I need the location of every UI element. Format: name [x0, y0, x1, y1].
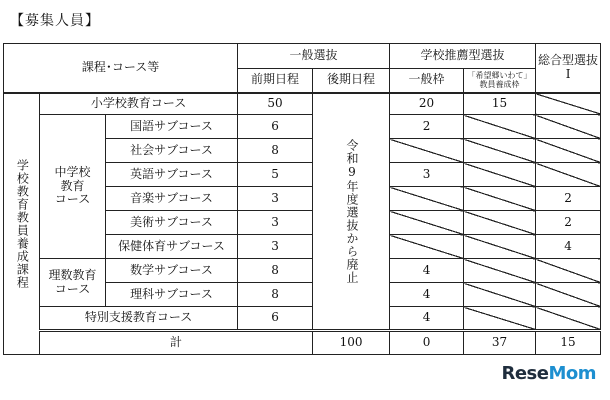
- cell-comp: 2: [536, 187, 601, 211]
- cell-early: 5: [238, 163, 313, 187]
- table-row: [4, 259, 601, 283]
- total-rec-hope: 15: [536, 331, 601, 355]
- cell-empty: [464, 235, 536, 259]
- middle-group: [40, 115, 106, 259]
- header-comprehensive-label: 総合型選抜Ⅰ: [538, 52, 599, 81]
- header-comprehensive: [536, 44, 601, 93]
- group-label-text: 学校教育教員養成課程: [15, 158, 30, 289]
- cell-empty: [536, 139, 601, 163]
- science-group-line1: 理数教育: [48, 267, 97, 282]
- cell-rec-general: 2: [390, 115, 464, 139]
- header-hope-quota-line1: 「希望郷いわて」: [467, 70, 532, 80]
- cell-early: 50: [238, 93, 313, 115]
- cell-empty: [390, 211, 464, 235]
- resemom-logo: [501, 363, 596, 384]
- cell-early: 6: [238, 307, 313, 331]
- course-science: 理科サブコース: [106, 283, 238, 307]
- table-row: [4, 307, 601, 331]
- middle-group-line2: 教育: [60, 178, 85, 193]
- total-early: 100: [313, 331, 390, 355]
- header-hope-quota-line2: 教員養成枠: [479, 80, 520, 90]
- cell-empty: [536, 115, 601, 139]
- cell-rec-general: 4: [390, 259, 464, 283]
- page-title: 【募集人員】: [10, 13, 100, 29]
- cell-empty: [464, 211, 536, 235]
- total-label: 計: [40, 331, 313, 355]
- cell-empty: [464, 139, 536, 163]
- cell-early: 3: [238, 235, 313, 259]
- header-late: 後期日程: [313, 69, 390, 93]
- cell-early: 8: [238, 139, 313, 163]
- header-general: 一般選抜: [238, 44, 390, 69]
- science-group-line2: コース: [54, 281, 91, 296]
- header-hope-quota: [464, 69, 536, 93]
- cell-rec-hope: 15: [464, 93, 536, 115]
- cell-empty: [536, 259, 601, 283]
- science-group: [40, 259, 106, 307]
- cell-comp: 4: [536, 235, 601, 259]
- cell-rec-general: 3: [390, 163, 464, 187]
- cell-empty: [464, 307, 536, 331]
- cell-empty: [390, 187, 464, 211]
- late-note-text: 令和9年度選抜から廃止: [344, 138, 359, 284]
- course-japanese: 国語サブコース: [106, 115, 238, 139]
- header-general-quota: 一般枠: [390, 69, 464, 93]
- late-note: [313, 93, 390, 331]
- cell-empty: [464, 259, 536, 283]
- header-early: 前期日程: [238, 69, 313, 93]
- logo-part1: Rese: [501, 363, 549, 384]
- cell-empty: [464, 187, 536, 211]
- cell-empty: [464, 115, 536, 139]
- cell-empty: [464, 283, 536, 307]
- recruitment-table: [3, 43, 601, 355]
- cell-empty: [464, 163, 536, 187]
- cell-early: 8: [238, 259, 313, 283]
- course-music: 音楽サブコース: [106, 187, 238, 211]
- cell-early: 3: [238, 211, 313, 235]
- cell-empty: [536, 307, 601, 331]
- header-course: 課程･コース等: [4, 44, 238, 93]
- total-late: 0: [390, 331, 464, 355]
- cell-empty: [390, 139, 464, 163]
- course-art: 美術サブコース: [106, 211, 238, 235]
- cell-rec-general: 4: [390, 307, 464, 331]
- cell-rec-general: 4: [390, 283, 464, 307]
- cell-empty: [536, 163, 601, 187]
- course-health: 保健体育サブコース: [106, 235, 238, 259]
- cell-rec-general: 20: [390, 93, 464, 115]
- course-special: 特別支援教育コース: [40, 307, 238, 331]
- cell-empty: [536, 93, 601, 115]
- group-label: [4, 93, 40, 355]
- logo-part2: Mom: [548, 363, 596, 384]
- cell-empty: [536, 283, 601, 307]
- table-row-total: [4, 331, 601, 355]
- course-elementary: 小学校教育コース: [40, 93, 238, 115]
- total-rec-general: 37: [464, 331, 536, 355]
- course-math: 数学サブコース: [106, 259, 238, 283]
- cell-comp: 2: [536, 211, 601, 235]
- cell-early: 8: [238, 283, 313, 307]
- middle-group-line1: 中学校: [54, 164, 91, 179]
- middle-group-line3: コース: [54, 192, 91, 207]
- header-school-recommendation: 学校推薦型選抜: [390, 44, 536, 69]
- course-social: 社会サブコース: [106, 139, 238, 163]
- cell-empty: [390, 235, 464, 259]
- cell-early: 6: [238, 115, 313, 139]
- course-english: 英語サブコース: [106, 163, 238, 187]
- table-row: [4, 93, 601, 115]
- cell-early: 3: [238, 187, 313, 211]
- table-row: [4, 115, 601, 139]
